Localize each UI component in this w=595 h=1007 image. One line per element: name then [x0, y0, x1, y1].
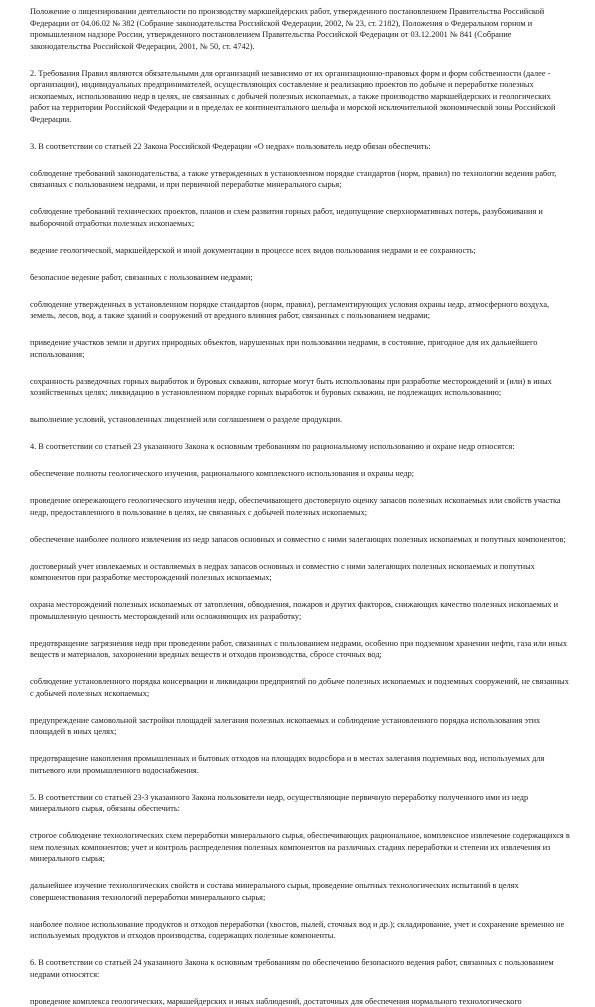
- document-paragraph: 4. В соответствии со статьей 23 указанного Закона к основным требованиям по рациональному использованию и охране недр относятся:: [30, 441, 571, 453]
- document-paragraph: приведение участков земли и других природных объектов, нарушенных при пользовании недрами, в состояние, пригодное для их дальнейшего использования;: [30, 337, 571, 360]
- document-paragraph: соблюдение установленного порядка консервации и ликвидации предприятий по добыче полезных ископаемых и подземных сооружений, не связанных с добычей полезных ископаемых;: [30, 676, 571, 699]
- document-paragraph: сохранность разведочных горных выработок и буровых скважин, которые могут быть использованы при разработке месторождений и (или) в иных хозяйственных целях; ликвидацию в установленном порядке горных выработок и буровых скважин, не подлежащих использованию;: [30, 376, 571, 399]
- document-paragraph: 3. В соответствии со статьей 22 Закона Российской Федерации «О недрах» пользователь недр обязан обеспечить:: [30, 141, 571, 153]
- document-paragraph: соблюдение требований технических проектов, планов и схем развития горных работ, недопущение сверхнормативных потерь, разубоживания и выборочной отработки полезных ископаемых;: [30, 206, 571, 229]
- document-paragraph: предотвращение накопления промышленных и бытовых отходов на площадях водосбора и в местах залегания подземных вод, используемых для питьевого или промышленного водоснабжения.: [30, 753, 571, 776]
- document-paragraph: предотвращение загрязнения недр при проведении работ, связанных с пользованием недрами, особенно при подземном хранении нефти, газа или иных веществ и материалов, захоронении вредных веществ и отходов производства, сбросе сточных вод;: [30, 638, 571, 661]
- document-paragraph: достоверный учет извлекаемых и оставляемых в недрах запасов основных и совместно с ними залегающих полезных ископаемых и попутных компонентов при разработке месторождений полезных ископаемых;: [30, 561, 571, 584]
- document-paragraph: проведение комплекса геологических, маркшейдерских и иных наблюдений, достаточных для обеспечения нормального технологического: [30, 996, 571, 1007]
- document-paragraph: Положение о лицензировании деятельности по производству маркшейдерских работ, утвержденного постановлением Правительства Российской Федерации от 04.06.02 № 382 (Собрание законодательства Российской Федерации, 2002, № 23, ст. 2182), Положения о Федеральном горном и промышленном надзоре России, утвержденного постановлением Правительства Российской Федерации от 03.12.2001 № 841 (Собрание законодательства Российской Федерации, 2001, № 50, ст. 4742).: [30, 6, 571, 52]
- document-paragraph: строгое соблюдение технологических схем переработки минерального сырья, обеспечивающих рациональное, комплексное извлечение содержащихся в нем полезных компонентов; учет и контроль распределения полезных компонентов на различных стадиях переработки и степени их извлечения из минерального сырья;: [30, 830, 571, 865]
- document-paragraph: соблюдение требований законодательства, а также утвержденных в установленном порядке стандартов (норм, правил) по технологии ведения работ, связанных с пользованием недрами, и при первичной переработке минерального сырья;: [30, 168, 571, 191]
- document-paragraph: обеспечение полноты геологического изучения, рационального комплексного использования и охраны недр;: [30, 468, 571, 480]
- document-paragraph: охрана месторождений полезных ископаемых от затопления, обводнения, пожаров и других факторов, снижающих качество полезных ископаемых и промышленную ценность месторождений или осложняющих их разработку;: [30, 599, 571, 622]
- document-paragraph: проведение опережающего геологического изучения недр, обеспечивающего достоверную оценку запасов полезных ископаемых или свойств участка недр, предоставленного в пользование в целях, не связанных с добычей полезных ископаемых;: [30, 495, 571, 518]
- document-paragraph: 2. Требования Правил являются обязательными для организаций независимо от их организационно-правовых форм и форм собственности (далее - организации), индивидуальных предпринимателей, осуществляющих составление и реализацию проектов по добыче и переработке полезных ископаемых, использованию недр в целях, не связанных с добычей полезных ископаемых, а также производство маркшейдерских и геологических работ на территории Российской Федерации и в пределах ее континентального шельфа и морской исключительной экономической зоны Российской Федерации.: [30, 68, 571, 126]
- document-paragraph: ведение геологической, маркшейдерской и иной документации в процессе всех видов пользования недрами и ее сохранность;: [30, 245, 571, 257]
- document-body: [30, 6, 571, 1007]
- document-paragraph: обеспечение наиболее полного извлечения из недр запасов основных и совместно с ними залегающих полезных ископаемых и попутных компонентов;: [30, 534, 571, 546]
- document-paragraph: предупреждение самовольной застройки площадей залегания полезных ископаемых и соблюдение установленного порядка использования этих площадей в иных целях;: [30, 715, 571, 738]
- document-paragraph: дальнейшее изучение технологических свойств и состава минерального сырья, проведение опытных технологических испытаний в целях совершенствования технологий переработки минерального сырья;: [30, 880, 571, 903]
- document-paragraph: выполнение условий, установленных лицензией или соглашением о разделе продукции.: [30, 414, 571, 426]
- document-paragraph: соблюдение утвержденных в установленном порядке стандартов (норм, правил), регламентирующих условия охраны недр, атмосферного воздуха, земель, лесов, вод, а также зданий и сооружений от вредного влияния работ, связанных с пользованием недрами;: [30, 299, 571, 322]
- document-paragraph: безопасное ведение работ, связанных с пользованием недрами;: [30, 272, 571, 284]
- document-paragraph: 6. В соответствии со статьей 24 указанного Закона к основным требованиям по обеспечению безопасного ведения работ, связанных с пользованием недрами относятся:: [30, 957, 571, 980]
- document-paragraph: наиболее полное использование продуктов и отходов переработки (хвостов, пылей, сточных вод и др.); складирование, учет и сохранение временно не используемых продуктов и отходов производства, содержащих полезные компоненты.: [30, 919, 571, 942]
- document-paragraph: 5. В соответствии со статьей 23-3 указанного Закона пользователи недр, осуществляющие первичную переработку полученного ими из недр минерального сырья, обязаны обеспечить:: [30, 792, 571, 815]
